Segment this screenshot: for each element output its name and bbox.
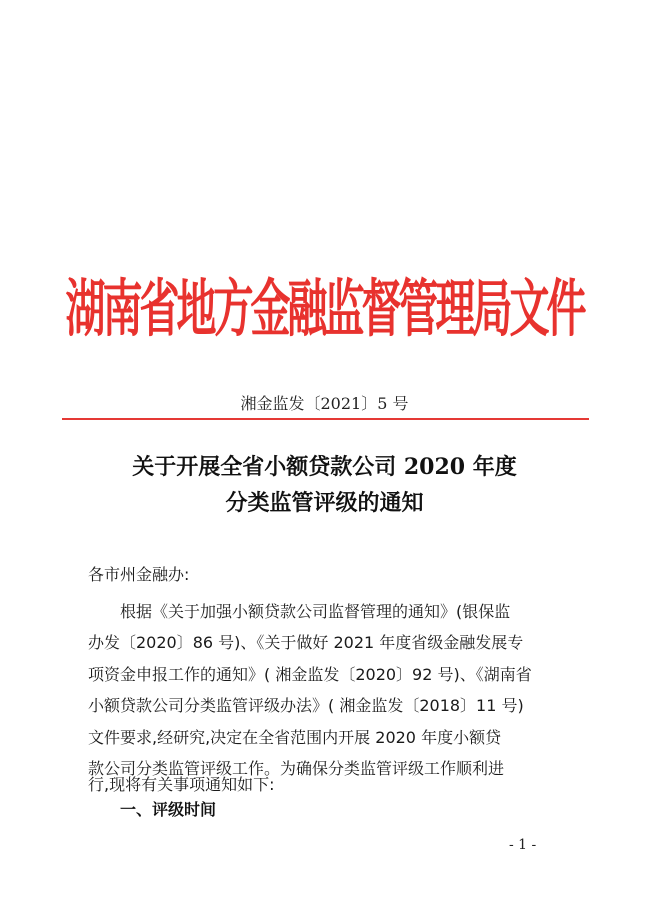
- paragraph-line-2: 办发〔2020〕86 号)、《关于做好 2021 年度省级金融发展专: [88, 633, 524, 652]
- document-number: 湘金监发〔2021〕5 号: [240, 394, 409, 413]
- paragraph-line-6: 款公司分类监管评级工作。为确保分类监管评级工作顺利进: [88, 759, 505, 778]
- paragraph-line-3: 项资金申报工作的通知》( 湘金监发〔2020〕92 号)、《湖南省: [88, 665, 532, 684]
- issuer-title: 湖南省地方金融监督管理局文件: [65, 274, 584, 346]
- notice-title-line-2: 分类监管评级的通知: [225, 490, 424, 516]
- paragraph-line-1: 根据《关于加强小额贷款公司监督管理的通知》(银保监: [120, 602, 511, 621]
- paragraph-line-5: 文件要求,经研究,决定在全省范围内开展 2020 年度小额贷: [88, 728, 502, 747]
- red-divider-line: [62, 418, 589, 420]
- notice-title-line-1: 关于开展全省小额贷款公司 2020 年度: [132, 454, 517, 480]
- paragraph-line-4: 小额贷款公司分类监管评级办法》( 湘金监发〔2018〕11 号): [88, 696, 524, 715]
- salutation: 各市州金融办:: [88, 565, 190, 584]
- page-number: - 1 -: [509, 837, 537, 853]
- section-heading-rating-time: 一、评级时间: [120, 800, 217, 819]
- paragraph-line-7: 行,现将有关事项通知如下:: [88, 775, 275, 794]
